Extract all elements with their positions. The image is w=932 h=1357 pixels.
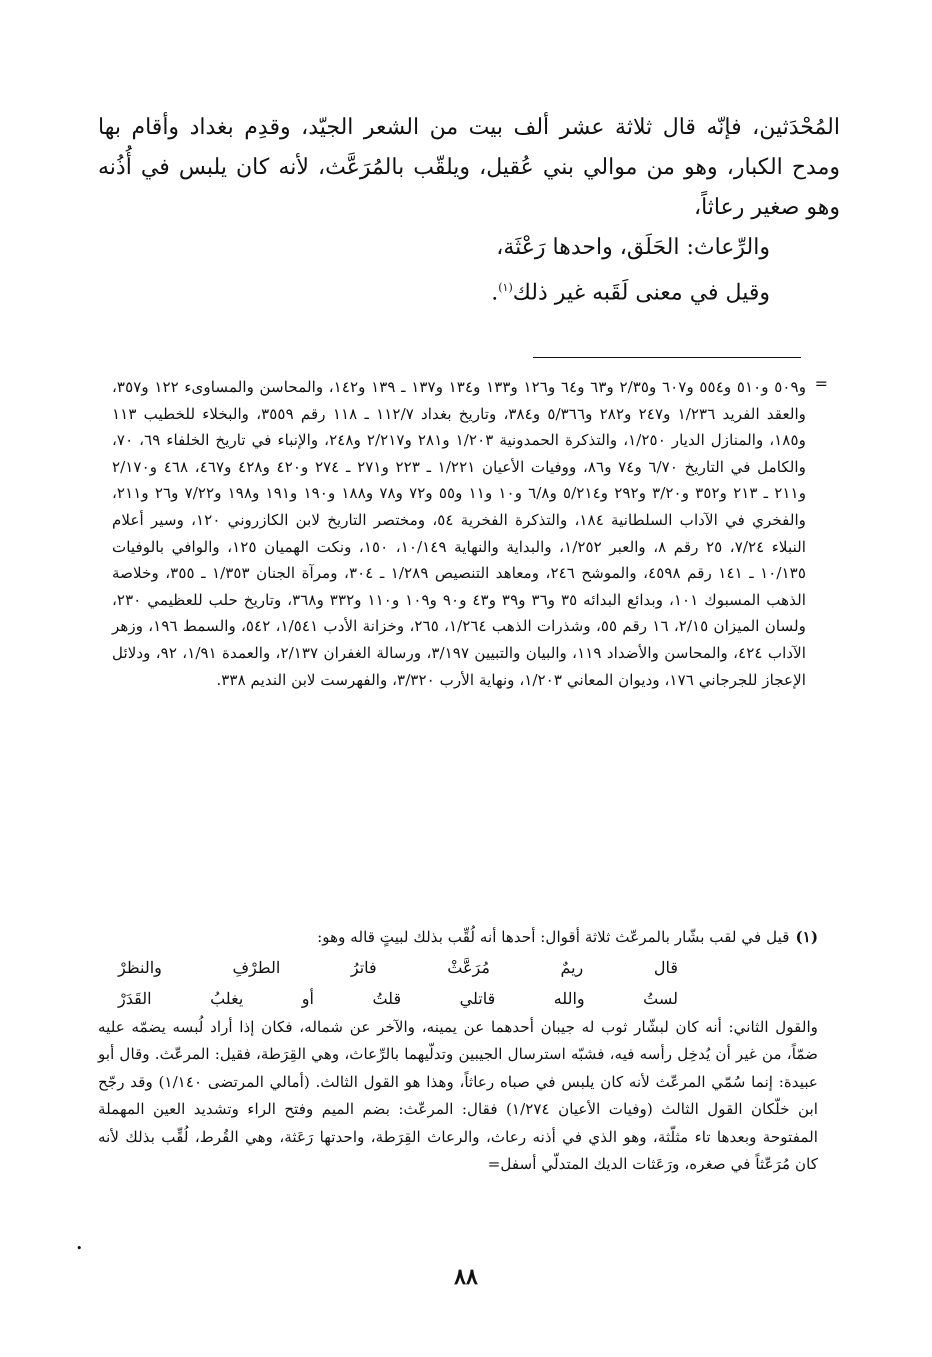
footnote-separator-rule bbox=[533, 357, 801, 358]
main-text bbox=[98, 108, 840, 313]
footnote-1-body bbox=[98, 1014, 818, 1179]
verse-word: والله bbox=[553, 988, 585, 1008]
footnote-1-number: (١) bbox=[795, 928, 818, 946]
verse-word: قال bbox=[653, 957, 678, 977]
margin-dot: • bbox=[76, 1242, 83, 1255]
verse-word: لستُ bbox=[643, 988, 678, 1008]
page-number: ٨٨ bbox=[454, 1264, 478, 1290]
main-paragraph-3-end: . bbox=[491, 280, 499, 306]
verse-word: القَدَرْ bbox=[118, 988, 152, 1008]
verse-word: الطرْفِ bbox=[232, 957, 281, 977]
verse-line-1 bbox=[118, 952, 678, 983]
main-paragraph-3-text: وقيل في معنى لَقَبه غير ذلك bbox=[512, 280, 770, 306]
notes-continuation-text: و٥٠٩ و٥١٠ و٥٥٤ و٦٠٧ و٢/٣٥ و٦٣ و٦٤ و١٢٦ و١٣٣ و١٣٤ و١٣٧ ـ ١٣٩ و١٤٢، والمحاسن والمساوىء ١٢٢ و٣٥٧، والعقد الفريد ١/٢٣٦ و٢٤٧ و٢٨٢ و٥/٣٦٦ و٣٨٤، وتاريخ بغداد ١١٢/٧ ـ ١١٨ رقم ٣٥٥٩، والبخلاء للخطيب ١١٣ و١٨٥، والمنازل الديار ١/٢٥٠، والتذكرة الحمدونية ١/٢٠٣ و٢٨١ و٢/٢١٧ و٢٤٨، والإنباء في تاريخ الخلفاء ٦٩، ٧٠، والكامل في التاريخ ٦/٧٠ و٧٤ و٨٦، ووفيات الأعيان ١/٢٢١ ـ ٢٢٣ و٢٧١ ـ ٢٧٤ و٤٢٠ و٤٢٨ و٤٦٧، ٤٦٨ و٢/١٧٠ و٢١١ ـ ٢١٣ و٣٥٢ و٣/٢٠ و٢٩٢ و٥/٢١٤ و٦/٨ و١٠ و١١ و٥٥ و٧٢ و٧٨ و١٨٨ و١٩٠ و١٩١ و١٩٨ و٧/٢٢ و٢٦ و٢١١، والفخري في الآداب السلطانية ١٨٤، والتذكرة الفخرية ٥٤، ومختصر التاريخ لابن الكازروني ١٢٠، وسير أعلام النبلاء ٧/٢٤، ٢٥ رقم ٨، والعبر ١/٢٥٢، والبداية والنهاية ١٠/١٤٩، ١٥٠، ونكت الهميان ١٢٥، والوافي بالوفيات ١٠/١٣٥ ـ ١٤١ رقم ٤٥٩٨، والموشح ٢٤٦، ومعاهد التنصيص ١/٢٨٩ ـ ٣٠٤، ومرآة الجنان ١/٣٥٣ ـ ٣٥٥، وخلاصة الذهب المسبوك ١٠١، وبدائع البدائه ٣٥ و٣٦ و٣٩ و٤٣ و٩٠ و١٠٩ و١١٠ و٣٣٢ و٣٦٨، وتاريخ حلب للعظيمي ٢٣٠، ولسان الميزان ٢/١٥، ١٦ رقم ٥٥، وشذرات الذهب ١/٢٦٤، ٢٦٥، وخزانة الأدب ١/٥٤١، ٥٤٢، والسمط ١٩٦، وزهر الآداب ٤٢٤، والمحاسن والأضداد ١١٩، والبيان والتبيين ٣/١٩٧، ورسالة الغفران ٢/١٣٧، والعمدة ١/٩١، ٩٢، ودلائل الإعجاز للجرجاني ١٧٦، وديوان المعاني ١/٢٠٣، ونهاية الأرب ٣/٣٢٠، والفهرست لابن النديم ٣٣٨. bbox=[112, 378, 807, 689]
verse-word: مُرَعَّثْ bbox=[447, 957, 490, 977]
verse-word: أو bbox=[301, 988, 314, 1008]
footnote-1-intro: قيل في لقب بشّار بالمرعّث ثلاثة أقوال: أحدها أنه لُقِّب بذلك لبيتٍ قاله وهو: bbox=[317, 928, 790, 946]
footnote-1 bbox=[98, 924, 818, 1179]
verse-word: قاتلي bbox=[459, 988, 496, 1008]
verse-word: فاترُ bbox=[350, 957, 377, 977]
main-paragraph-3 bbox=[98, 268, 840, 313]
footnote-reference: (١) bbox=[498, 281, 513, 294]
continuation-marker: = bbox=[814, 374, 828, 393]
verse-word: ريمٌ bbox=[560, 957, 584, 977]
notes-continuation bbox=[112, 374, 806, 693]
verse-word: والنظرْ bbox=[118, 957, 162, 977]
verse-word: يغلبُ bbox=[210, 988, 244, 1008]
main-paragraph-1: المُحْدَثين، فإنّه قال ثلاثة عشر ألف بيت من الشعر الجيّد، وقدِم بغداد وأقام بها ومدح الكبار، وهو من موالي بني عُقيل، ويلقّب بالمُرَعَّث، لأنه كان يلبس في أُذُنه وهو صغير رعاثاً، bbox=[98, 115, 841, 220]
footnote-1-text: والقول الثاني: أنه كان لبشّار ثوب له جيبان أحدهما عن يمينه، والآخر عن شماله، فكان إذا أراد لُبسه يضمّه عليه ضمّاً، من غير أن يُدخِل رأسه فيه، فشبّه استرسال الجيبين وتدلّيهما بالرِّعاث، وهي القِرَطة، فقيل: المرعّث. وقال أبو عبيدة: إنما سُمّي المرعّث لأنه كان يلبس في صباه رعاثاً، وهذا هو القول الثالث. (أمالي المرتضى ١/١٤٠) وقد رجّح ابن خلّكان القول الثالث (وفيات الأعيان ١/٢٧٤) فقال: المرعّث: بضم الميم وفتح الراء وتشديد العين المهملة المفتوحة وبعدها تاء مثلّثة، وهو الذي في أذنه رعاث، والرعاث القِرَطة، واحدتها رَعَثة، وهي القُرط، لُقِّب بذلك لأنه كان مُرَعّثاً في صغره، ورَعَثات الديك المتدلّي أسفل bbox=[98, 1017, 819, 1173]
verse-line-2 bbox=[118, 983, 678, 1014]
verse-word: قلتُ bbox=[372, 988, 402, 1008]
main-paragraph-2: والرِّعاث: الحَلَق، واحدها رَعْثَة، bbox=[496, 235, 770, 260]
footnote-1-intro-line bbox=[98, 924, 818, 952]
footnote-1-continuation-marker: = bbox=[487, 1155, 501, 1173]
